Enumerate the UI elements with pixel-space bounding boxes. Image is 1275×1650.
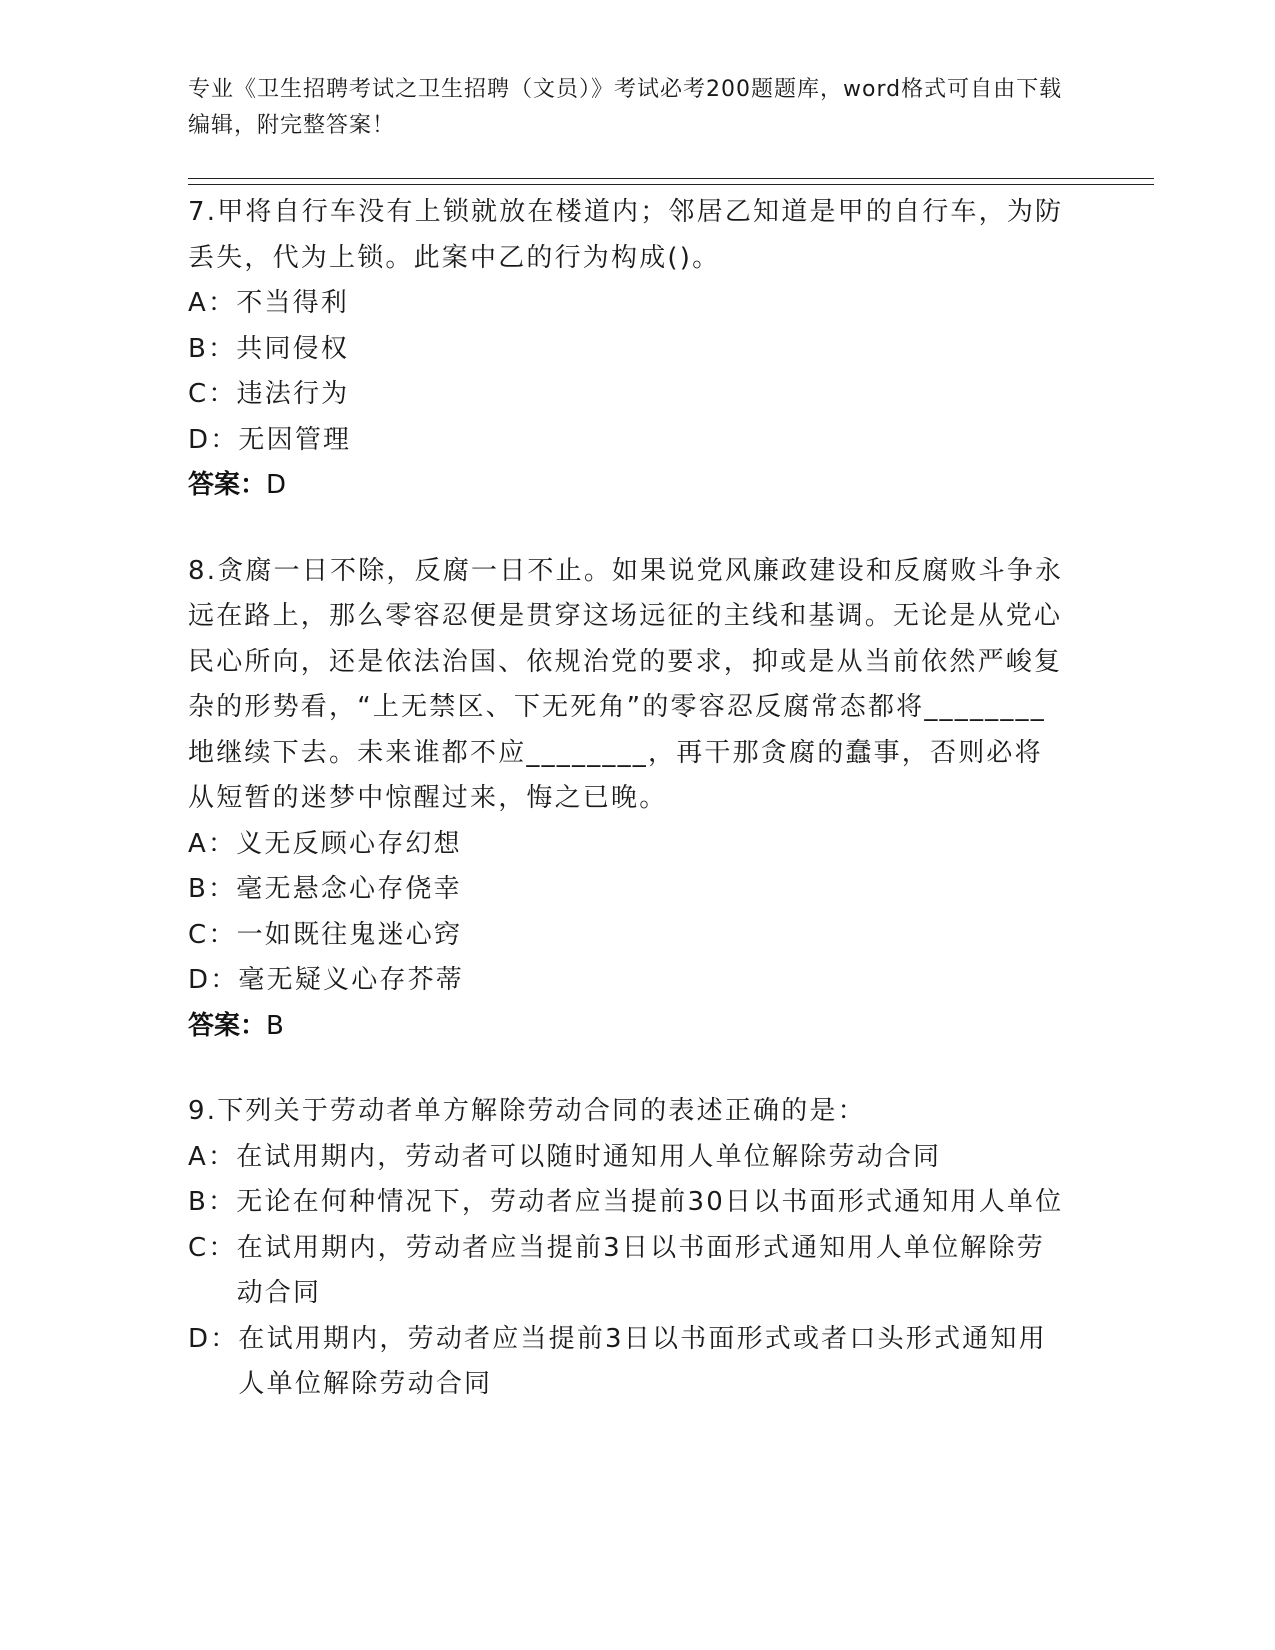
option-letter: C： bbox=[188, 919, 237, 950]
option-text: 毫无悬念心存侥幸 bbox=[236, 874, 462, 904]
answer-value: D bbox=[266, 470, 287, 500]
option-letter: B： bbox=[188, 874, 237, 904]
header-divider-bottom bbox=[188, 184, 1154, 185]
option-letter: A： bbox=[188, 288, 237, 318]
option-b bbox=[188, 1180, 1068, 1226]
answer-label: 答案： bbox=[188, 470, 267, 500]
option-letter: A： bbox=[188, 828, 237, 859]
option-d bbox=[188, 418, 1068, 464]
question-number: 7. bbox=[188, 197, 218, 227]
question-text: 下列关于劳动者单方解除劳动合同的表述正确的是： bbox=[217, 1096, 866, 1126]
option-text: 违法行为 bbox=[236, 379, 350, 409]
option-d bbox=[188, 958, 1068, 1004]
option-a bbox=[188, 281, 1068, 327]
option-text: 在试用期内，劳动者应当提前3日以书面形式或者口头形式通知用人单位解除劳动合同 bbox=[238, 1323, 1047, 1399]
option-a bbox=[188, 1135, 1068, 1181]
option-text: 毫无疑义心存芥蒂 bbox=[238, 965, 465, 995]
answer-line bbox=[188, 1004, 1068, 1050]
option-text: 义无反顾心存幻想 bbox=[236, 828, 462, 859]
option-c bbox=[188, 372, 1068, 418]
option-letter: D： bbox=[188, 965, 239, 995]
answer-label: 答案： bbox=[188, 1010, 267, 1041]
option-text: 在试用期内，劳动者可以随时通知用人单位解除劳动合同 bbox=[236, 1141, 942, 1172]
option-letter: D： bbox=[188, 1323, 239, 1354]
option-letter: B： bbox=[188, 1187, 237, 1217]
option-text: 无论在何种情况下，劳动者应当提前30日以书面形式通知用人单位 bbox=[236, 1187, 1064, 1217]
document-header bbox=[188, 72, 1068, 144]
option-a bbox=[188, 822, 1068, 868]
question-stem bbox=[188, 549, 1068, 822]
option-c bbox=[188, 1226, 1068, 1317]
question-number: 9. bbox=[188, 1096, 218, 1126]
answer-line bbox=[188, 463, 1068, 509]
question-9 bbox=[188, 1089, 1068, 1408]
option-letter: A： bbox=[188, 1141, 237, 1172]
option-letter: B： bbox=[188, 333, 237, 364]
answer-value: B bbox=[266, 1010, 284, 1041]
question-7 bbox=[188, 190, 1068, 509]
question-text: 甲将自行车没有上锁就放在楼道内；邻居乙知道是甲的自行车，为防丢失，代为上锁。此案中乙的行为构成()。 bbox=[188, 197, 1064, 273]
question-number: 8. bbox=[188, 555, 218, 586]
option-text: 一如既往鬼迷心窍 bbox=[236, 919, 463, 950]
question-list bbox=[188, 190, 1068, 1448]
question-stem bbox=[188, 1089, 1068, 1135]
question-stem bbox=[188, 190, 1068, 281]
option-text: 无因管理 bbox=[238, 424, 352, 455]
option-text: 在试用期内，劳动者应当提前3日以书面形式通知用人单位解除劳动合同 bbox=[236, 1232, 1045, 1308]
header-text: 专业《卫生招聘考试之卫生招聘（文员）》考试必考200题题库，word格式可自由下载编辑，附完整答案！ bbox=[188, 77, 1063, 138]
question-8 bbox=[188, 549, 1068, 1050]
question-text: 贪腐一日不除，反腐一日不止。如果说党风廉政建设和反腐败斗争永远在路上，那么零容忍便是贯穿这场远征的主线和基调。无论是从党心民心所向，还是依法治国、依规治党的要求，抑或是从当前依然严峻复杂的形势看，“上无禁区、下无死角”的零容忍反腐常态都将________地继续下去。未来谁都不应________，再干那贪腐的蠢事，否则必将从短暂的迷梦中惊醒过来，悔之已晚。 bbox=[188, 555, 1064, 813]
option-d bbox=[188, 1317, 1068, 1408]
option-text: 不当得利 bbox=[236, 288, 349, 318]
option-text: 共同侵权 bbox=[236, 333, 350, 364]
option-letter: C： bbox=[188, 1232, 237, 1263]
option-letter: C： bbox=[188, 379, 237, 409]
option-b bbox=[188, 867, 1068, 913]
option-letter: D： bbox=[188, 424, 239, 455]
option-c bbox=[188, 913, 1068, 959]
option-b bbox=[188, 327, 1068, 373]
header-divider-top bbox=[188, 178, 1154, 179]
